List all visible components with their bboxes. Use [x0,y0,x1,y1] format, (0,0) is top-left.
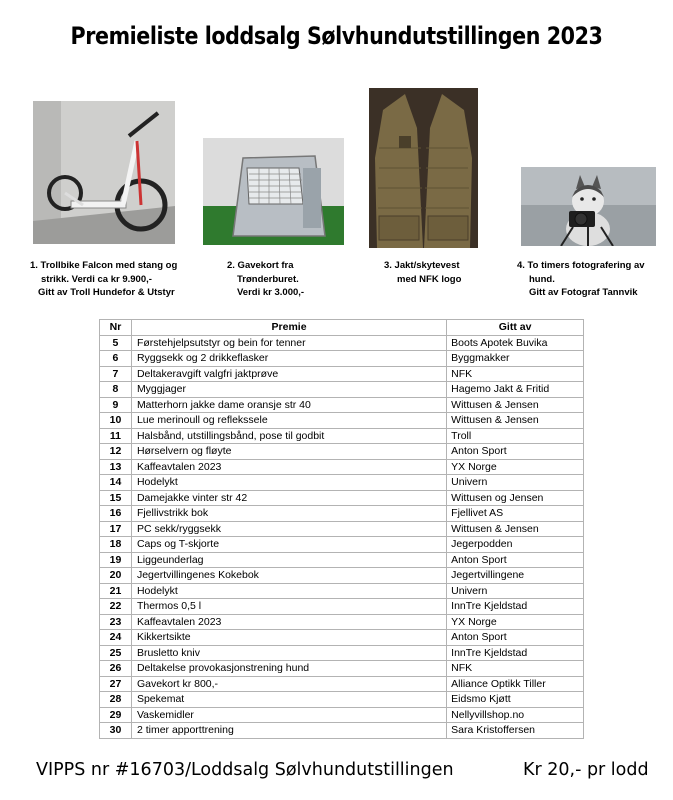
row-number: 22 [100,599,132,615]
table-row [100,537,584,553]
prize-1-line-1: 1. Trollbike Falcon med stang og [30,260,178,271]
prize-giver: Jegertvillingene [447,568,584,584]
dog-crate-photo [203,138,344,245]
row-number: 10 [100,413,132,429]
row-number: 29 [100,707,132,723]
prize-name: Hodelykt [131,475,446,491]
prize-name: Myggjager [131,382,446,398]
prize-name: Halsbånd, utstillingsbånd, pose til godbit [131,428,446,444]
row-number: 9 [100,397,132,413]
table-row [100,661,584,677]
prize-giver: YX Norge [447,614,584,630]
table-row [100,692,584,708]
row-number: 17 [100,521,132,537]
table-row [100,614,584,630]
table-row [100,397,584,413]
prize-2-line-1: 2. Gavekort fra [227,260,294,271]
table-row [100,351,584,367]
prize-name: Damejakke vinter str 42 [131,490,446,506]
prize-giver: Wittusen & Jensen [447,397,584,413]
prize-name: Vaskemidler [131,707,446,723]
table-row [100,552,584,568]
prize-giver: Wittusen & Jensen [447,521,584,537]
table-row [100,506,584,522]
prize-giver: Hagemo Jakt & Fritid [447,382,584,398]
prize-giver: Byggmakker [447,351,584,367]
prize-name: Liggeunderlag [131,552,446,568]
prize-2-caption [227,259,304,300]
prize-name: 2 timer apporttrening [131,723,446,739]
prize-giver: Sara Kristoffersen [447,723,584,739]
prize-name: Hodelykt [131,583,446,599]
table-row [100,382,584,398]
row-number: 16 [100,506,132,522]
prize-3-line-2: med NFK logo [397,273,462,285]
prize-4-line-2: hund. [529,273,555,285]
row-number: 5 [100,335,132,351]
prize-4-line-3: Gitt av Fotograf Tannvik [529,287,638,298]
table-row [100,366,584,382]
prize-giver: Univern [447,583,584,599]
table-row [100,428,584,444]
prize-4-caption [517,259,645,300]
prize-name: Fjellivstrikk bok [131,506,446,522]
prize-2-line-2: Trønderburet. [237,273,299,285]
prize-name: Kaffeavtalen 2023 [131,614,446,630]
row-number: 7 [100,366,132,382]
prize-name: Kikkertsikte [131,630,446,646]
prize-name: Ryggsekk og 2 drikkeflasker [131,351,446,367]
row-number: 6 [100,351,132,367]
vipps-info: VIPPS nr #16703/Loddsalg Sølvhundutstillingen [36,760,454,780]
row-number: 15 [100,490,132,506]
prize-name: Deltakelse provokasjonstrening hund [131,661,446,677]
footer [36,760,649,780]
table-row [100,645,584,661]
prize-giver: InnTre Kjeldstad [447,599,584,615]
prize-giver: NFK [447,366,584,382]
prize-3-caption [384,259,461,286]
prize-name: Hørselvern og fløyte [131,444,446,460]
row-number: 25 [100,645,132,661]
row-number: 20 [100,568,132,584]
row-number: 26 [100,661,132,677]
prize-1-line-3: Gitt av Troll Hundefor & Utstyr [38,287,175,298]
prize-table [99,319,584,739]
prize-name: Deltakeravgift valgfri jaktprøve [131,366,446,382]
row-number: 30 [100,723,132,739]
table-header-row [100,320,584,336]
row-number: 12 [100,444,132,460]
ticket-price: Kr 20,- pr lodd [523,760,649,780]
prize-giver: Univern [447,475,584,491]
prize-giver: Wittusen & Jensen [447,413,584,429]
prize-table-body [100,335,584,738]
husky-camera-photo [521,167,656,246]
page-title: Premieliste loddsalg Sølvhundutstillingen 2023 [70,22,603,50]
row-number: 24 [100,630,132,646]
row-number: 28 [100,692,132,708]
prize-name: Kaffeavtalen 2023 [131,459,446,475]
row-number: 19 [100,552,132,568]
prize-giver: Anton Sport [447,552,584,568]
table-row [100,676,584,692]
table-row [100,599,584,615]
kick-bike-photo [33,101,175,244]
prize-1-caption [30,259,177,300]
prize-name: Caps og T-skjorte [131,537,446,553]
table-row [100,521,584,537]
table-row [100,490,584,506]
prize-giver: Nellyvillshop.no [447,707,584,723]
row-number: 21 [100,583,132,599]
prize-giver: Anton Sport [447,630,584,646]
row-number: 8 [100,382,132,398]
prize-name: Gavekort kr 800,- [131,676,446,692]
table-row [100,583,584,599]
table-row [100,444,584,460]
prize-name: Brusletto kniv [131,645,446,661]
prize-giver: Alliance Optikk Tiller [447,676,584,692]
prize-giver: InnTre Kjeldstad [447,645,584,661]
prize-3-line-1: 3. Jakt/skytevest [384,260,460,271]
table-row [100,335,584,351]
table-row [100,630,584,646]
prize-1-line-2: strikk. Verdi ca kr 9.900,- [41,273,152,285]
prize-name: Spekemat [131,692,446,708]
prize-name: Førstehjelpsutstyr og bein for tenner [131,335,446,351]
prize-name: Thermos 0,5 l [131,599,446,615]
prize-name: Lue merinoull og reflekssele [131,413,446,429]
row-number: 14 [100,475,132,491]
prize-2-line-3: Verdi kr 3.000,- [237,287,305,298]
prize-giver: Troll [447,428,584,444]
row-number: 11 [100,428,132,444]
row-number: 27 [100,676,132,692]
prize-giver: Boots Apotek Buvika [447,335,584,351]
table-row [100,707,584,723]
table-row [100,475,584,491]
prize-giver: Fjellivet AS [447,506,584,522]
row-number: 18 [100,537,132,553]
column-header-gitt-av: Gitt av [447,320,584,336]
prize-name: Jegertvillingenes Kokebok [131,568,446,584]
hunting-vest-photo [369,88,478,248]
table-row [100,723,584,739]
row-number: 23 [100,614,132,630]
column-header-nr: Nr [100,320,132,336]
table-row [100,413,584,429]
column-header-premie: Premie [131,320,446,336]
prize-giver: YX Norge [447,459,584,475]
prize-name: Matterhorn jakke dame oransje str 40 [131,397,446,413]
table-row [100,568,584,584]
prize-giver: Wittusen og Jensen [447,490,584,506]
prize-4-line-1: 4. To timers fotografering av [517,260,645,271]
prize-giver: Jegerpodden [447,537,584,553]
prize-giver: NFK [447,661,584,677]
prize-name: PC sekk/ryggsekk [131,521,446,537]
prize-giver: Eidsmo Kjøtt [447,692,584,708]
prize-giver: Anton Sport [447,444,584,460]
row-number: 13 [100,459,132,475]
table-row [100,459,584,475]
